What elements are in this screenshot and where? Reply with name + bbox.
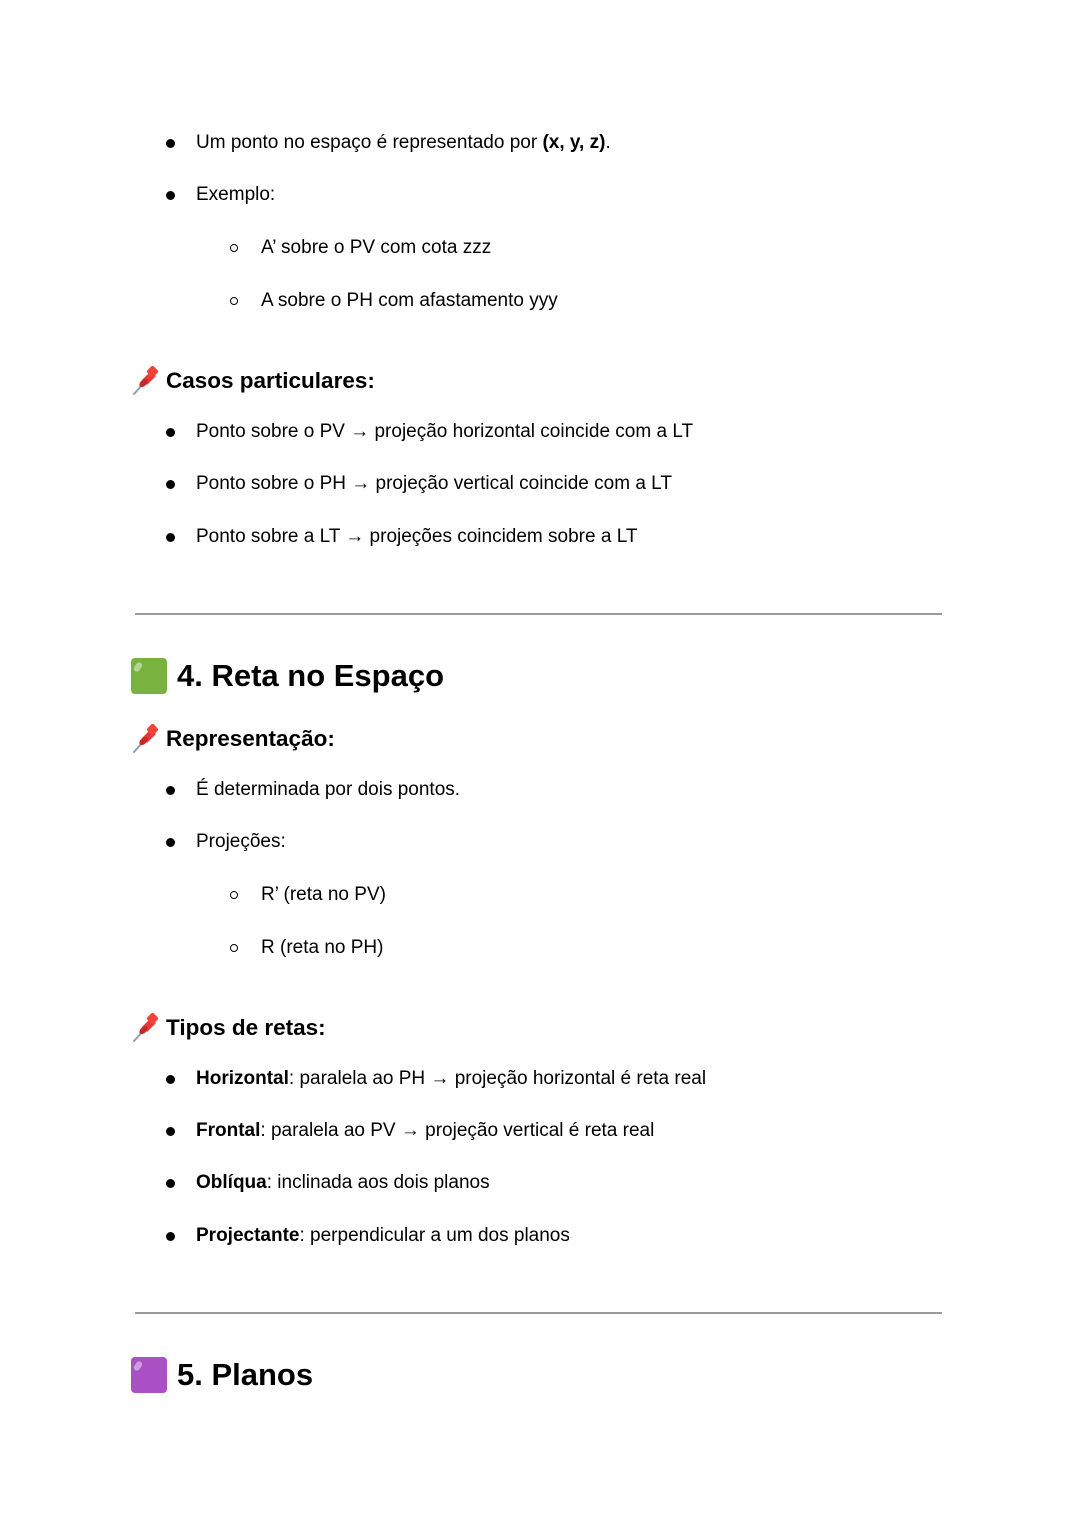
list-item: Exemplo: [196,184,276,205]
bullet-dot [166,1232,175,1241]
list-item-text: Um ponto no espaço é representado por [196,132,543,153]
green-square-icon [131,658,167,694]
list-item [196,1171,490,1195]
list-item [196,131,611,155]
horizontal-rule [135,1312,942,1314]
sub-list-item: R (reta no PH) [261,937,384,958]
term-description: : paralela ao PH → projeção horizontal é reta real [288,1068,707,1089]
bullet-dot [166,533,175,542]
bullet-dot [166,480,175,489]
section-title: 4. Reta no Espaço [177,658,445,693]
list-item [196,1224,570,1248]
list-item: Ponto sobre a LT → projeções coincidem sobre a LT [196,526,638,547]
list-item-suffix: . [605,132,611,153]
bullet-dot [166,191,175,200]
bullet-dot [166,1127,175,1136]
sub-list-item: A’ sobre o PV com cota zzz [261,237,492,258]
list-item: Ponto sobre o PV → projeção horizontal coincide com a LT [196,421,694,442]
bullet-dot [166,1075,175,1084]
list-item: Projeções: [196,831,286,852]
bullet-dot [166,786,175,795]
sub-bullet-ring [230,944,238,952]
term-bold: Projectante [196,1225,300,1246]
pushpin-icon [131,724,161,754]
pushpin-icon [131,366,161,396]
term-bold: Oblíqua [196,1172,267,1193]
bullet-dot [166,428,175,437]
term-bold: Horizontal [196,1068,289,1089]
list-item [196,1067,706,1091]
pushpin-icon [131,1013,161,1043]
bullet-dot [166,139,175,148]
sub-bullet-ring [230,244,238,252]
list-item [196,1119,654,1143]
term-description: : inclinada aos dois planos [266,1172,490,1193]
sub-bullet-ring [230,297,238,305]
section-heading: Casos particulares: [166,368,375,393]
bullet-dot [166,1179,175,1188]
coordinates-bold: (x, y, z) [542,132,606,153]
horizontal-rule [135,613,942,615]
bullet-dot [166,838,175,847]
section-title: 5. Planos [177,1357,314,1392]
subsection-heading: Tipos de retas: [166,1015,326,1040]
list-item: É determinada por dois pontos. [196,779,461,800]
purple-square-icon [131,1357,167,1393]
sub-bullet-ring [230,891,238,899]
subsection-heading: Representação: [166,726,335,751]
term-description: : paralela ao PV → projeção vertical é reta real [260,1120,655,1141]
term-bold: Frontal [196,1120,261,1141]
sub-list-item: R’ (reta no PV) [261,884,386,905]
sub-list-item: A sobre o PH com afastamento yyy [261,290,558,311]
term-description: : perpendicular a um dos planos [299,1225,570,1246]
list-item: Ponto sobre o PH → projeção vertical coincide com a LT [196,473,672,494]
